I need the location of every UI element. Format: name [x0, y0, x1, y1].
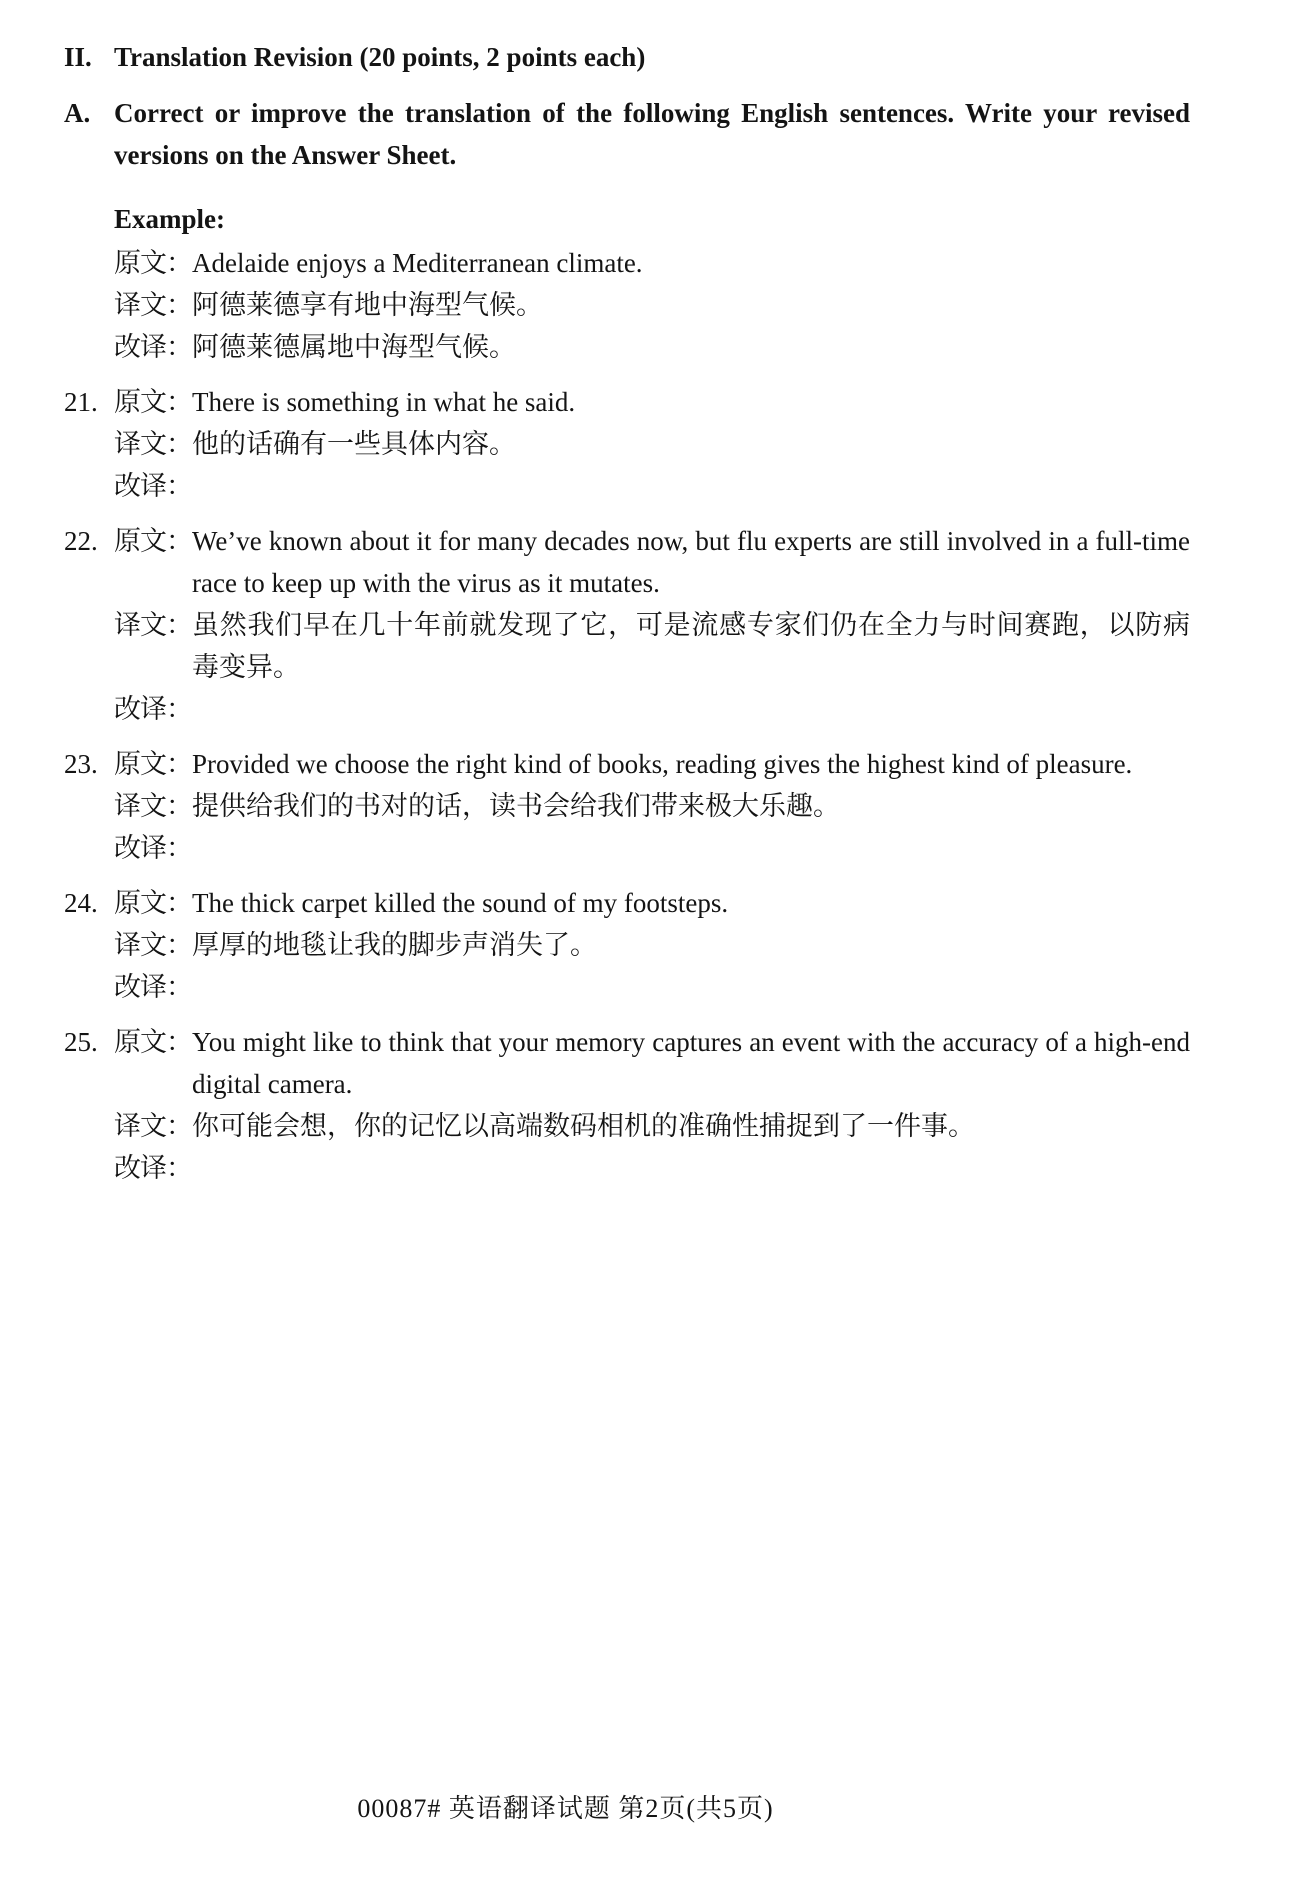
- translation-label: 译文：: [114, 290, 192, 320]
- translation-label: 译文：: [114, 791, 192, 821]
- translation-label: 译文：: [114, 429, 192, 459]
- section-title: Translation Revision (20 points, 2 points each): [114, 42, 646, 72]
- translation-text: 他的话确有一些具体内容。: [192, 429, 516, 459]
- section-number: II.: [64, 42, 92, 72]
- source-label: 原文：: [114, 526, 192, 556]
- revision-label: 改译：: [114, 972, 192, 1002]
- revision-label: 改译：: [114, 1153, 192, 1183]
- question-number: 24.: [64, 888, 98, 918]
- section-heading: [64, 36, 1190, 78]
- source-row: [64, 381, 1190, 423]
- example-translation-text: 阿德莱德享有地中海型气候。: [192, 290, 543, 320]
- source-row: [64, 743, 1190, 785]
- source-label: 原文：: [114, 1027, 192, 1057]
- revision-row: [64, 827, 1190, 869]
- source-label: 原文：: [114, 387, 192, 417]
- translation-label: 译文：: [114, 930, 192, 960]
- question-21: [64, 381, 1190, 507]
- revision-label: 改译：: [114, 471, 192, 501]
- revision-label: 改译：: [114, 694, 192, 724]
- source-row: [64, 1021, 1190, 1105]
- example-source-text: Adelaide enjoys a Mediterranean climate.: [192, 248, 643, 278]
- translation-row: [64, 924, 1190, 966]
- source-label: 原文：: [114, 749, 192, 779]
- question-number: 25.: [64, 1027, 98, 1057]
- example-revision-text: 阿德莱德属地中海型气候。: [192, 332, 516, 362]
- translation-text: 厚厚的地毯让我的脚步声消失了。: [192, 930, 597, 960]
- example-revision-row: [64, 326, 1190, 368]
- footer-text: 00087# 英语翻译试题 第2页(共5页): [357, 1794, 774, 1823]
- example-heading-row: [64, 198, 1190, 240]
- source-label: 原文：: [114, 888, 192, 918]
- translation-text: 你可能会想，你的记忆以高端数码相机的准确性捕捉到了一件事。: [192, 1111, 975, 1141]
- question-number: 22.: [64, 526, 98, 556]
- example-source-row: [64, 242, 1190, 284]
- question-22: [64, 520, 1190, 730]
- revision-row: [64, 688, 1190, 730]
- revision-row: [64, 465, 1190, 507]
- example-translation-row: [64, 284, 1190, 326]
- translation-label: 译文：: [114, 610, 192, 640]
- translation-row: [64, 1105, 1190, 1147]
- question-25: [64, 1021, 1190, 1189]
- part-instruction-text: Correct or improve the translation of the following English sentences. Write your revised versions on the Answer Sheet.: [114, 98, 1190, 170]
- revision-row: [64, 1147, 1190, 1189]
- translation-text: 虽然我们早在几十年前就发现了它，可是流感专家们仍在全力与时间赛跑，以防病毒变异。: [192, 610, 1190, 682]
- translation-label: 译文：: [114, 1111, 192, 1141]
- translation-row: [64, 785, 1190, 827]
- translation-row: [64, 604, 1190, 688]
- question-number: 23.: [64, 749, 98, 779]
- question-23: [64, 743, 1190, 869]
- translation-text: 提供给我们的书对的话，读书会给我们带来极大乐趣。: [192, 791, 840, 821]
- source-label: 原文：: [114, 248, 192, 278]
- revision-label: 改译：: [114, 833, 192, 863]
- example-heading: Example:: [114, 204, 225, 234]
- source-text: We’ve known about it for many decades now, but flu experts are still involved in a full-time race to keep up with the virus as it mutates.: [192, 526, 1190, 598]
- source-text: There is something in what he said.: [192, 387, 576, 417]
- example-block: [64, 198, 1190, 368]
- source-text: The thick carpet killed the sound of my footsteps.: [192, 888, 729, 918]
- page-footer: [0, 1788, 1316, 1830]
- source-text: You might like to think that your memory captures an event with the accuracy of a high-end digital camera.: [192, 1027, 1190, 1099]
- part-letter: A.: [64, 98, 91, 128]
- translation-row: [64, 423, 1190, 465]
- revision-label: 改译：: [114, 332, 192, 362]
- source-text: Provided we choose the right kind of books, reading gives the highest kind of pleasure.: [192, 749, 1133, 779]
- question-number: 21.: [64, 387, 98, 417]
- question-24: [64, 882, 1190, 1008]
- revision-row: [64, 966, 1190, 1008]
- source-row: [64, 882, 1190, 924]
- source-row: [64, 520, 1190, 604]
- part-instruction: [64, 92, 1190, 176]
